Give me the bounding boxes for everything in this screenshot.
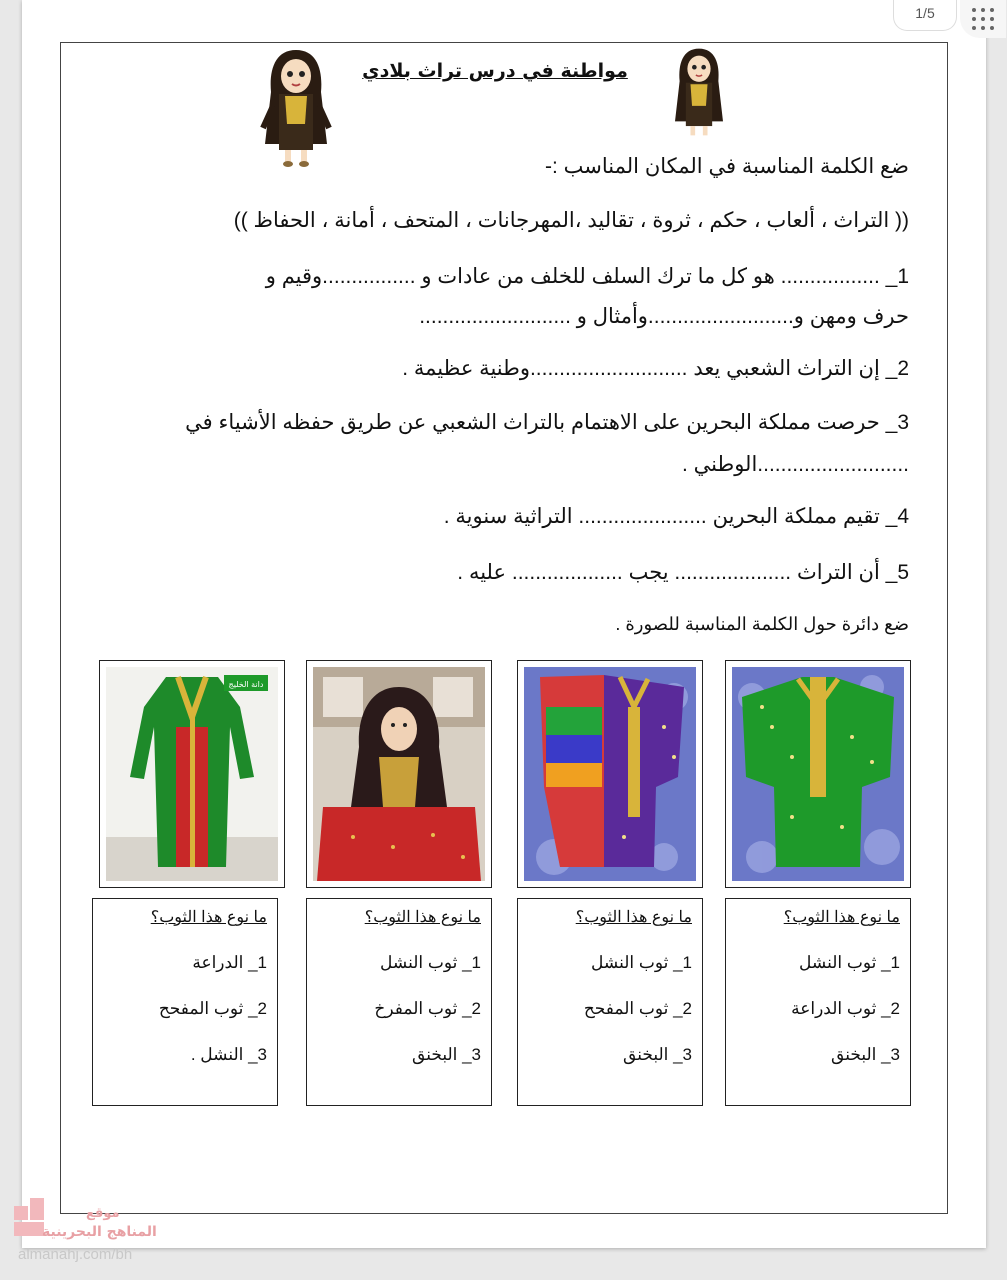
garment-option[interactable]: 2_ ثوب المفحح <box>158 999 267 1018</box>
garment-option[interactable]: 3_ النشل . <box>190 1045 267 1064</box>
garment-option[interactable]: 3_ البخنق <box>623 1045 692 1064</box>
garment-option[interactable]: 1_ ثوب النشل <box>799 953 900 972</box>
question-3-line-2: ..........................الوطني . <box>681 453 909 476</box>
garment-photo-green-thobe <box>725 660 911 888</box>
girl-doll-illustration-left <box>255 44 337 168</box>
watermark-site-label: موقع <box>86 1206 120 1221</box>
watermark-site-name: المناهج البحرينية <box>42 1224 157 1240</box>
garment-photo-girl-traditional <box>306 660 492 888</box>
question-2: 2_ إن التراث الشعبي يعد ...........................وطنية عظيمة . <box>402 357 909 380</box>
garment-question: ما نوع هذا الثوب؟ <box>364 909 481 926</box>
garment-question-box <box>517 898 703 1106</box>
garment-option[interactable]: 3_ البخنق <box>412 1045 481 1064</box>
garment-option[interactable]: 1_ ثوب النشل <box>380 953 481 972</box>
worksheet-title: مواطنة في درس تراث بلادي <box>362 60 628 82</box>
question-1-line-2: حرف ومهن و.........................وأمثال و .......................... <box>419 305 909 328</box>
garment-option[interactable]: 3_ البخنق <box>831 1045 900 1064</box>
photo-badge-text: دانة الخليج <box>228 680 264 689</box>
garment-option[interactable]: 2_ ثوب المفرخ <box>374 999 481 1018</box>
garment-question: ما نوع هذا الثوب؟ <box>150 909 267 926</box>
garment-question: ما نوع هذا الثوب؟ <box>783 909 900 926</box>
garment-option[interactable]: 1_ ثوب النشل <box>591 953 692 972</box>
garment-option[interactable]: 2_ ثوب المفحح <box>583 999 692 1018</box>
page-indicator: 1/5 <box>893 0 957 31</box>
garment-question-box <box>725 898 911 1106</box>
fill-instruction: ضع الكلمة المناسبة في المكان المناسب :- <box>545 155 909 178</box>
garment-question: ما نوع هذا الثوب؟ <box>575 909 692 926</box>
watermark-url[interactable]: almanahj.com/bh <box>18 1246 133 1263</box>
word-bank: (( التراث ، ألعاب ، حكم ، ثروة ، تقاليد ،المهرجانات ، المتحف ، أمانة ، الحفاظ )) <box>233 209 909 232</box>
question-5: 5_ أن التراث .................... يجب ................... عليه . <box>457 561 909 584</box>
garment-option[interactable]: 1_ الدراعة <box>192 953 267 972</box>
question-1-line-1: 1_ ................. هو كل ما ترك السلف للخلف من عادات و ................وقيم و <box>265 265 909 288</box>
garment-question-box <box>92 898 278 1106</box>
question-3-line-1: 3_ حرصت مملكة البحرين على الاهتمام بالتراث الشعبي عن طريق حفظه الأشياء في <box>185 411 909 434</box>
apps-grid-icon[interactable] <box>960 0 1006 38</box>
girl-doll-illustration-right <box>665 44 733 140</box>
circle-instruction: ضع دائرة حول الكلمة المناسبة للصورة . <box>615 614 909 634</box>
garment-question-box <box>306 898 492 1106</box>
question-4: 4_ تقيم مملكة البحرين ...................... التراثية سنوية . <box>443 505 909 528</box>
garment-photo-mannequin-thobe <box>99 660 285 888</box>
garment-option[interactable]: 2_ ثوب الدراعة <box>791 999 900 1018</box>
garment-photo-colorful-thobe <box>517 660 703 888</box>
